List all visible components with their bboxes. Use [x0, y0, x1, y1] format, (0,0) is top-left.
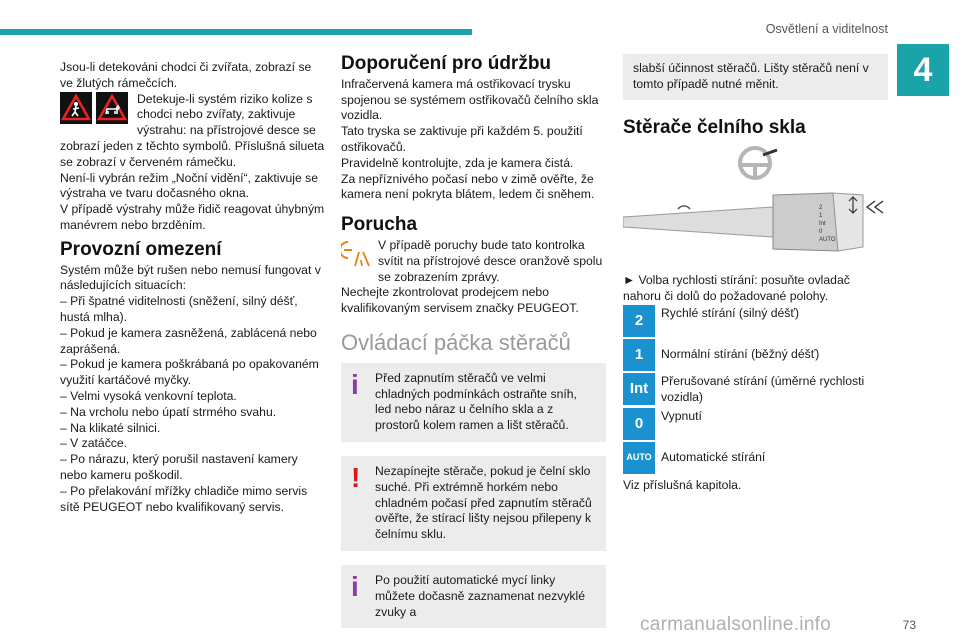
- speed-row-0: [623, 408, 888, 440]
- info-box-carwash: [341, 565, 606, 628]
- wiper-lever-diagram: [623, 187, 888, 265]
- speed-badge: 0: [623, 408, 655, 440]
- intro-text: Jsou-li detekováni chodci či zvířata, zobrazí se ve žlutých rámečcích.: [60, 60, 312, 90]
- speed-text: Automatické stírání: [661, 449, 766, 464]
- speed-text: Normální stírání (běžný déšť): [661, 346, 820, 361]
- info-icon: i: [351, 570, 359, 602]
- limit-item: – Na klikaté silnici.: [60, 420, 161, 435]
- warning-box-dry: [341, 456, 606, 551]
- fault-text-2: Nechejte zkontrolovat prodejcem nebo kvalifikovaným servisem značky PEUGEOT.: [341, 285, 579, 316]
- maintenance-text-3: Pravidelně kontrolujte, zda je kamera čistá.: [341, 155, 574, 170]
- fault-text-1: V případě poruchy bude tato kontrolka svítit na přístrojové desce oranžově spolu se zobrazením zprávy.: [378, 237, 603, 284]
- night-vision-fault-icon: [341, 238, 373, 270]
- header-accent-bar: [0, 29, 472, 35]
- warning-box-text: Nezapínejte stěrače, pokud je čelní sklo suché. Při extrémně horkém nebo chladném počasí před zapnutím stěračů ověřte, že stírací lišty nejsou přilepeny k čelnímu sklu.: [375, 463, 592, 542]
- warning-paragraph: Detekuje-li systém riziko kolize s chodci nebo zvířaty, zaktivuje výstrahu: na přístrojové desce se zobrazí jeden z těchto symbolů. Příslušná silueta se zobrazí v červeném rámečku.: [60, 91, 325, 169]
- heading-fault: Porucha: [341, 214, 418, 236]
- speed-row-auto: [623, 442, 888, 474]
- speed-badge: AUTO: [623, 442, 655, 474]
- watermark: carmanualsonline.info: [640, 614, 832, 635]
- heading-operating-limits: Provozní omezení: [60, 238, 222, 260]
- speed-text: Rychlé stírání (silný déšť): [661, 305, 799, 320]
- speed-badge: 2: [623, 305, 655, 337]
- speed-instruction: ► Volba rychlosti stírání: posuňte ovladač nahoru či dolů do požadované polohy.: [623, 273, 850, 304]
- speed-text: Přerušované stírání (úměrné rychlosti vozidla): [661, 373, 865, 404]
- column-middle: [341, 53, 606, 642]
- heading-windscreen-wipers: Stěrače čelního skla: [623, 116, 806, 138]
- warning-symbols-paragraph: [60, 92, 325, 171]
- page-number: 73: [902, 618, 916, 632]
- maintenance-text-1: Infračervená kamera má ostřikovací trysku spojenou se systémem ostřikovačů čelního skla vozidla.: [341, 76, 599, 123]
- continued-text: slabší účinnost stěračů. Lišty stěračů není v tomto případě nutné měnit.: [633, 61, 869, 91]
- column-left: [60, 60, 325, 515]
- speed-row-2: [623, 305, 888, 337]
- warning-symbols: [60, 92, 132, 124]
- driver-react-text: V případě výstrahy může řidič reagovat úhybným manévrem nebo brzděním.: [60, 202, 325, 232]
- limits-intro: Systém může být rušen nebo nemusí fungovat v následujících situacích:: [60, 262, 321, 293]
- heading-maintenance: Doporučení pro údržbu: [341, 53, 552, 74]
- speed-row-int: [623, 373, 888, 406]
- chapter-number-badge: 4: [897, 44, 949, 96]
- limit-item: – Pokud je kamera zasněžená, zablácená nebo zaprášená.: [60, 325, 317, 356]
- pedestrian-warning-icon: [60, 92, 92, 124]
- info-box-text: Před zapnutím stěračů ve velmi chladných podmínkách ostraňte sníh, led nebo náraz u čelního skla a z prostorů kolem ramen a lišt stěračů.: [375, 370, 577, 433]
- limit-item: – Po nárazu, který porušil nastavení kamery nebo kameru poškodil.: [60, 452, 298, 482]
- lever-label-2: 2: [819, 205, 823, 212]
- continued-box: [623, 54, 888, 100]
- maintenance-text-2: Tato tryska se zaktivuje při každém 5. použití ostřikovačů.: [341, 124, 583, 154]
- exclamation-icon: !: [351, 461, 361, 493]
- see-chapter-text: Viz příslušná kapitola.: [623, 477, 742, 492]
- limit-item: – V zatáčce.: [60, 436, 128, 451]
- limit-item: – Na vrcholu nebo úpatí strmého svahu.: [60, 404, 277, 419]
- speed-text: Vypnutí: [661, 408, 702, 423]
- speed-badge: Int: [623, 373, 655, 405]
- speed-badge: 1: [623, 339, 655, 371]
- info-box-text: Po použití automatické mycí linky můžete dočasně zaznamenat nezvyklé zvuky a: [375, 572, 586, 619]
- steering-wheel-icon: [623, 143, 888, 181]
- lever-label-0: 0: [819, 229, 823, 236]
- limit-item: – Po přelakování mřížky chladiče mimo servis sítě PEUGEOT nebo kvalifikovaný servis.: [60, 483, 308, 514]
- info-icon: i: [351, 368, 359, 400]
- lever-label-1: 1: [819, 213, 823, 220]
- info-box-cold: [341, 363, 606, 442]
- limit-item: – Pokud je kamera poškrábaná po opakovaném využití kartáčové myčky.: [60, 357, 319, 388]
- limit-item: – Velmi vysoká venkovní teplota.: [60, 388, 237, 403]
- lever-label-auto: AUTO: [819, 237, 836, 244]
- limit-item: – Při špatné viditelnosti (sněžení, silný déšť, hustá mlha).: [60, 294, 298, 324]
- maintenance-text-4: Za nepříznivého počasí nebo v zimě ověřte, že kamera není pokryta blátem, ledem či sněhem.: [341, 171, 595, 202]
- heading-wiper-lever: Ovládací páčka stěračů: [341, 329, 571, 355]
- fault-paragraph: [341, 238, 606, 285]
- night-mode-text: Není-li vybrán režim „Noční vidění“, zaktivuje se výstraha ve tvaru dočasného okna.: [60, 170, 319, 201]
- speed-row-1: [623, 339, 888, 371]
- section-title: Osvětlení a viditelnost: [765, 22, 888, 36]
- animal-warning-icon: [96, 92, 128, 124]
- column-right: [623, 54, 888, 493]
- lever-label-int: Int: [819, 221, 826, 228]
